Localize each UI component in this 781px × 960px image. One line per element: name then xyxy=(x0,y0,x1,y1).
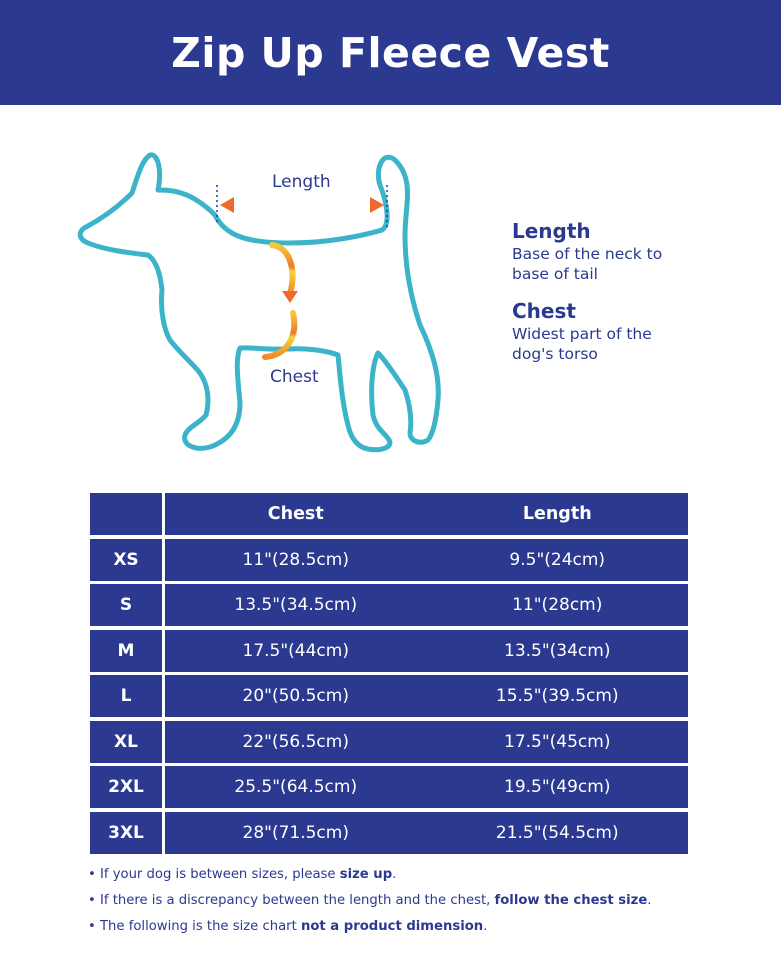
size-cell: 3XL xyxy=(90,812,162,854)
size-cell: M xyxy=(90,630,162,672)
table-header-row xyxy=(90,493,688,535)
table-row xyxy=(90,675,688,717)
length-cell: 9.5"(24cm) xyxy=(509,549,606,570)
length-cell: 17.5"(45cm) xyxy=(504,731,611,752)
legend-chest-title: Chest xyxy=(512,299,576,323)
dog-body-outline xyxy=(80,155,438,450)
size-cell: XS xyxy=(90,539,162,581)
chest-cell: 22"(56.5cm) xyxy=(242,731,349,752)
size-cell: XL xyxy=(90,721,162,763)
table-row xyxy=(90,766,688,808)
chest-cell: 28"(71.5cm) xyxy=(242,822,349,843)
length-cell: 11"(28cm) xyxy=(512,595,603,615)
measurement-legend xyxy=(512,218,752,378)
dog-measurement-diagram xyxy=(60,135,480,475)
table-row xyxy=(90,812,688,854)
header-chest: Chest xyxy=(267,504,324,524)
legend-chest-desc-2: dog's torso xyxy=(512,345,598,363)
table-row xyxy=(90,539,688,581)
note-item: • If there is a discrepancy between the length and the chest, follow the chest size. xyxy=(88,893,652,908)
legend-length-desc-1: Base of the neck to xyxy=(512,245,663,263)
chest-cell: 11"(28.5cm) xyxy=(242,549,349,570)
dog-outline-icon xyxy=(60,135,480,475)
header-size-cell xyxy=(90,493,162,535)
header-banner xyxy=(0,0,781,105)
length-cell: 13.5"(34cm) xyxy=(504,640,611,661)
chest-cell: 13.5"(34.5cm) xyxy=(234,595,358,615)
header-length: Length xyxy=(522,504,592,524)
legend-chest-desc-1: Widest part of the xyxy=(512,325,652,343)
legend-chest xyxy=(512,298,752,364)
chest-cell: 20"(50.5cm) xyxy=(242,686,349,706)
chest-cell: 25.5"(64.5cm) xyxy=(234,777,358,797)
size-notes xyxy=(88,862,728,940)
note-item: • If your dog is between sizes, please size up. xyxy=(88,867,397,882)
legend-length-title: Length xyxy=(512,219,591,243)
table-row xyxy=(90,584,688,626)
table-row xyxy=(90,721,688,763)
size-chart-table xyxy=(90,493,688,854)
length-cell: 15.5"(39.5cm) xyxy=(495,686,619,706)
length-cell: 21.5"(54.5cm) xyxy=(495,822,619,843)
size-cell: 2XL xyxy=(90,766,162,808)
legend-length xyxy=(512,218,752,284)
length-cell: 19.5"(49cm) xyxy=(504,777,611,797)
legend-length-desc-2: base of tail xyxy=(512,265,598,283)
chest-cell: 17.5"(44cm) xyxy=(242,640,349,661)
length-label: Length xyxy=(272,172,331,192)
chest-label: Chest xyxy=(270,367,319,387)
note-item: • The following is the size chart not a product dimension. xyxy=(88,919,488,934)
size-cell: S xyxy=(90,584,162,626)
table-row xyxy=(90,630,688,672)
page-title: Zip Up Fleece Vest xyxy=(171,28,610,77)
size-cell: L xyxy=(90,675,162,717)
chest-arrow-icon xyxy=(265,245,298,357)
length-arrow-icon xyxy=(220,197,384,213)
